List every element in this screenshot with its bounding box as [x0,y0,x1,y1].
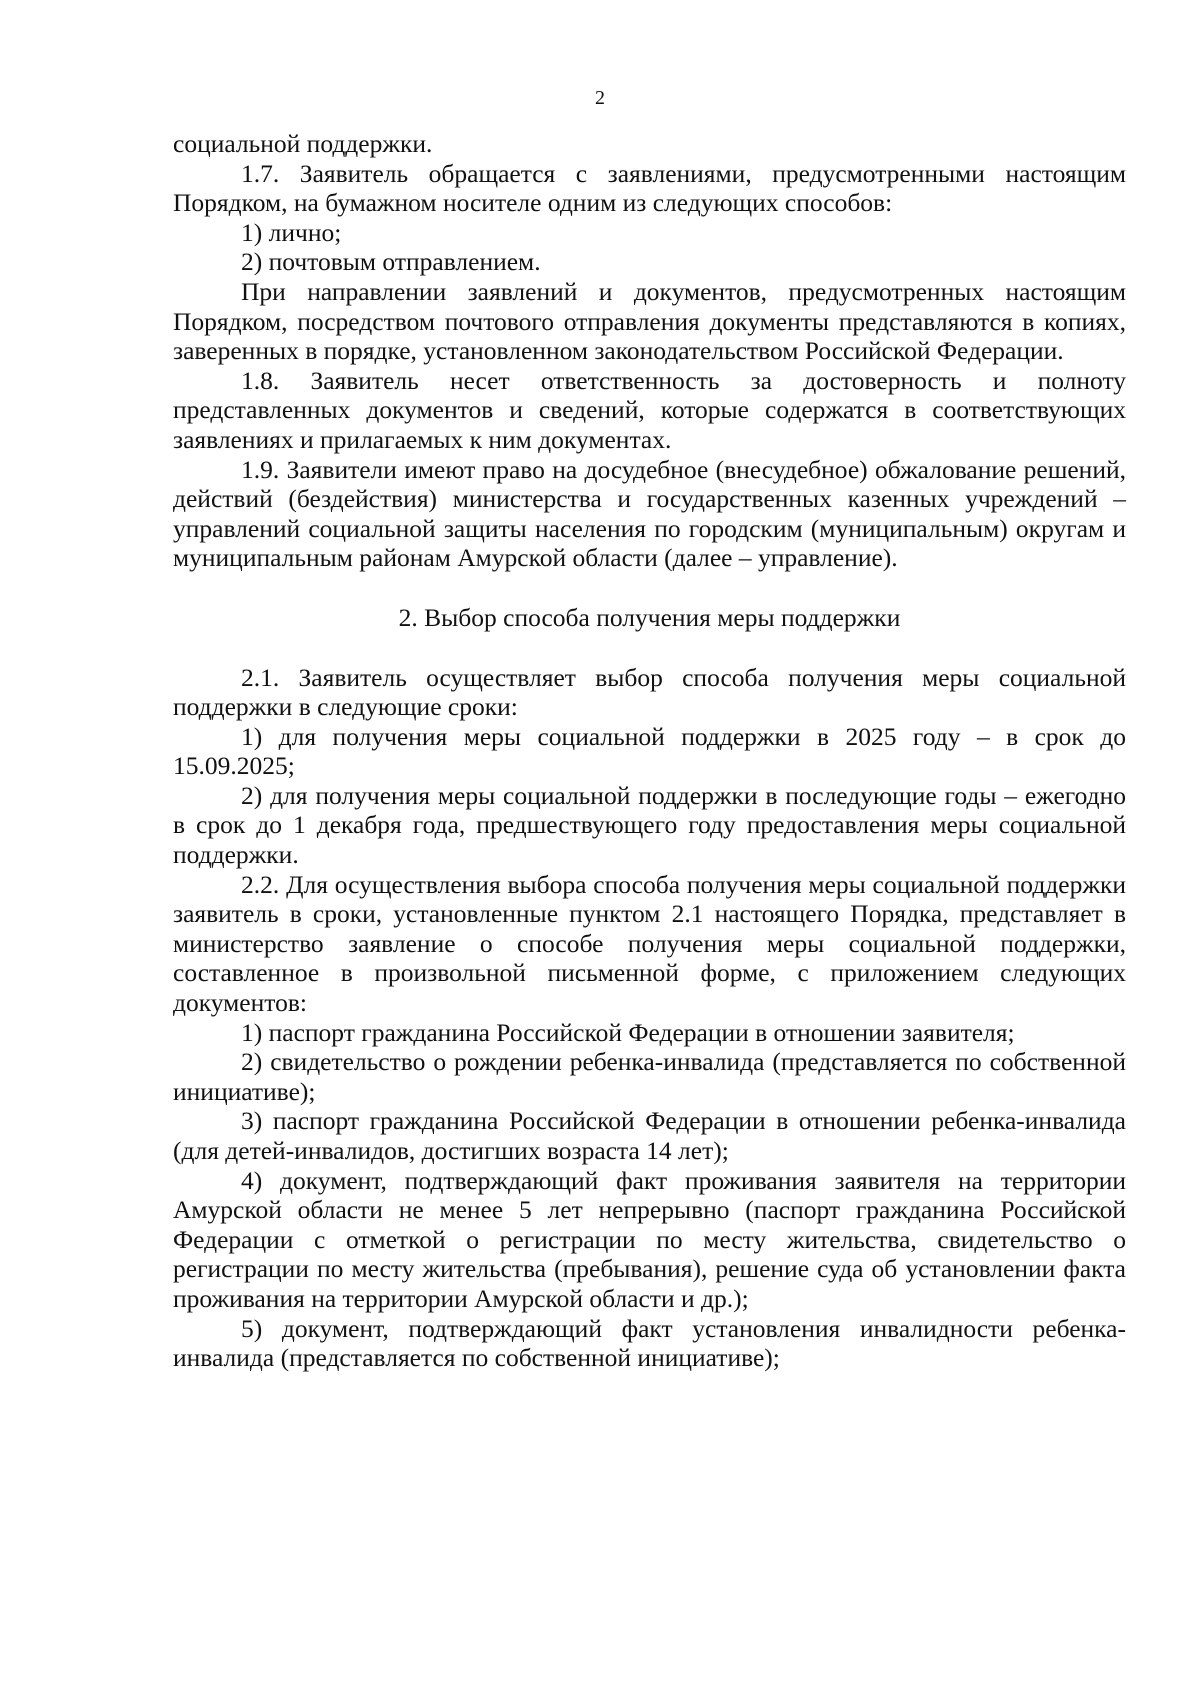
document-body [173,129,1126,1373]
list-item-birth-certificate: 2) свидетельство о рождении ребенка-инвалида (представляется по собственной инициативе); [173,1047,1126,1106]
list-item-applicant-passport: 1) паспорт гражданина Российской Федерации в отношении заявителя; [241,1017,1015,1047]
page-number: 2 [595,87,605,109]
list-item-child-passport: 3) паспорт гражданина Российской Федерации в отношении ребенка-инвалида (для детей-инвалидов, достигших возраста 14 лет); [173,1106,1126,1165]
section-heading: 2. Выбор способа получения меры поддержки [398,602,901,632]
section-spacer [173,633,1126,663]
list-item-disability-proof: 5) документ, подтверждающий факт установления инвалидности ребенка-инвалида (представляется по собственной инициативе); [173,1313,1126,1373]
list-item-2025: 1) для получения меры социальной поддержки в 2025 году – в срок до 15.09.2025; [173,721,1126,781]
paragraph-2-2: 2.2. Для осуществления выбора способа получения меры социальной поддержки заявитель в сроки, установленные пунктом 2.1 настоящего Порядка, представляет в министерство заявление о способе получения меры социальной поддержки, составленное в произвольной письменной форме, с приложением следующих документов: [173,869,1126,1018]
list-item-in-person: 1) лично; [241,217,342,247]
list-item-following-years: 2) для получения меры социальной поддержки в последующие годы – ежегодно в срок до 1 декабря года, предшествующего году предоставления меры социальной поддержки. [173,780,1126,870]
paragraph-2-1: 2.1. Заявитель осуществляет выбор способа получения меры социальной поддержки в следующие сроки: [173,662,1126,722]
list-item-residence-proof: 4) документ, подтверждающий факт проживания заявителя на территории Амурской области не менее 5 лет непрерывно (паспорт гражданина Российской Федерации с отметкой о регистрации по месту жительства, свидетельство о регистрации по месту жительства (пребывания), решение суда об установлении факта проживания на территории Амурской области и др.); [173,1165,1126,1313]
paragraph-1-7: 1.7. Заявитель обращается с заявлениями, предусмотренными настоящим Порядком, на бумажном носителе одним из следующих способов: [173,158,1126,218]
section-spacer [173,573,1126,603]
paragraph-continuation: социальной поддержки. [173,129,433,158]
paragraph-1-9: 1.9. Заявители имеют право на досудебное (внесудебное) обжалование решений, действий (бездействия) министерства и государственных казенных учреждений – управлений социальной защиты населения по городским (муниципальным) округам и муниципальным районам Амурской области (далее – управление). [173,454,1126,573]
list-item-by-mail: 2) почтовым отправлением. [241,247,541,277]
paragraph-1-8: 1.8. Заявитель несет ответственность за достоверность и полноту представленных документов и сведений, которые содержатся в соответствующих заявлениях и прилагаемых к ним документах. [173,365,1126,454]
paragraph-mail-copies: При направлении заявлений и документов, предусмотренных настоящим Порядком, посредством почтового отправления документы представляются в копиях, заверенных в порядке, установленном законодательством Российской Федерации. [173,276,1126,366]
